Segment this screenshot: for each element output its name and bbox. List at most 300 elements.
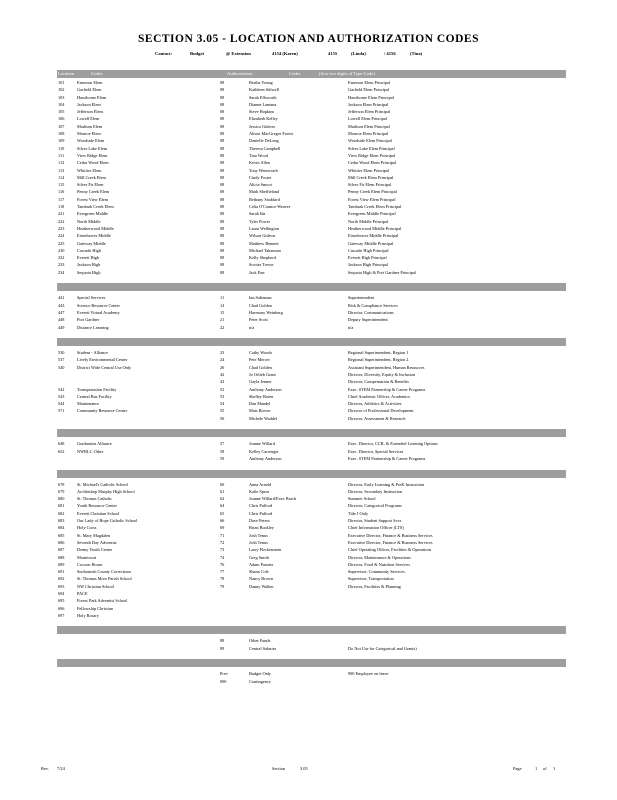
table-row: [57, 554, 566, 561]
table-row: [57, 415, 566, 422]
auth-code: 22: [220, 324, 225, 330]
location-name: Youth Resource Center: [77, 503, 117, 509]
auth-name: Cindy Foster: [249, 174, 272, 180]
location-name: Fellowship Christian: [77, 605, 113, 611]
auth-name: Peter Scott: [249, 317, 268, 323]
location-code: 694: [58, 591, 65, 596]
location-code: 692: [58, 576, 65, 582]
auth-title: Director, Early Learning & PreK Instruction: [348, 481, 425, 487]
auth-name: Michael Takamoto: [249, 247, 282, 253]
row-gap: [57, 422, 566, 429]
auth-code: 60: [220, 481, 225, 487]
table-row: [57, 225, 566, 232]
table-row: [57, 302, 566, 309]
table-row: [57, 240, 566, 247]
auth-code: 08: [220, 101, 225, 107]
location-code: 544: [58, 401, 65, 407]
auth-title: Title I Only: [348, 510, 369, 516]
codes-table: [57, 79, 566, 685]
table-row: [57, 561, 566, 568]
extension-karen: 4154 (Karen): [272, 51, 298, 56]
location-code: 115: [58, 182, 65, 188]
location-code: 679: [58, 488, 65, 494]
auth-name: Brian Buckley: [249, 525, 274, 531]
table-row: [57, 532, 566, 539]
location-name: Silver Fir Elem: [77, 182, 104, 188]
location-name: Lowell Elem: [77, 116, 100, 122]
auth-title: Director, Athletics & Activities: [348, 401, 402, 407]
location-name: Eisenhower Middle: [77, 233, 111, 239]
auth-name: Chad Golden: [249, 364, 272, 370]
auth-name: Chris Pulford: [249, 503, 273, 509]
location-name: Tambark Creek Elem: [77, 204, 114, 210]
auth-code: 08: [220, 247, 225, 253]
auth-name: Alison MacGregor Forest: [249, 131, 294, 137]
section-divider: [57, 338, 566, 346]
auth-name: Harmony Weinberg: [249, 309, 283, 315]
table-row: [57, 670, 566, 677]
auth-title: Summer School: [348, 496, 376, 502]
auth-code: 57: [220, 441, 225, 447]
extension-linda-name: (Linda): [351, 51, 366, 56]
auth-code: 24: [220, 357, 225, 363]
section-divider: [57, 283, 566, 291]
auth-name: Danny Walker: [249, 583, 274, 589]
auth-name: Dianne Lantana: [249, 101, 277, 107]
auth-code: 08: [220, 211, 225, 217]
location-name: View Ridge Elem: [77, 152, 108, 158]
footer-page-total: 1: [553, 766, 556, 771]
table-row: [57, 145, 566, 152]
auth-name: Joanne Willard: [249, 441, 275, 447]
location-name: Sequoia High: [77, 269, 101, 275]
location-name: Lively Environmental Center: [77, 357, 128, 363]
location-name: Penny Creek Elem: [77, 189, 110, 195]
auth-title: Exec. STEM Partnership & Career Programs: [348, 455, 426, 461]
location-name: Science Resource Center: [77, 302, 120, 308]
location-code: 448: [58, 317, 65, 323]
auth-name: Kevin Allen: [249, 160, 270, 166]
location-name: Jackson Elem: [77, 101, 101, 107]
footer-rev-date: 7/24: [57, 766, 65, 771]
table-row: [57, 400, 566, 407]
table-row: [57, 517, 566, 524]
auth-code: 08: [220, 262, 225, 268]
location-name: St. Mary Magdalen: [77, 532, 111, 538]
location-name: Distance Learning: [77, 324, 109, 330]
auth-title: Everett High Principal: [348, 255, 387, 261]
location-code: 441: [58, 295, 65, 301]
auth-name: Theresa Campbell: [249, 145, 281, 151]
auth-code: 08: [220, 167, 225, 173]
auth-name: Danielle DeLong: [249, 138, 279, 144]
auth-title: Heatherwood Middle Principal: [348, 225, 402, 231]
auth-code: 54: [220, 401, 225, 407]
location-code: 543: [58, 393, 65, 399]
auth-title: Jackson Elem Principal: [348, 101, 389, 107]
auth-title: Chief Operating Officer, Facilities & Operations: [348, 547, 432, 553]
auth-name: Steve Hopkins: [249, 109, 275, 115]
location-name: Jackson High: [77, 262, 101, 268]
table-row: [57, 524, 566, 531]
auth-title: Whittier Elem Principal: [348, 167, 390, 173]
auth-title: Director, Secondary Instruction: [348, 488, 403, 494]
table-row: [57, 575, 566, 582]
extension-linda-number: 4155: [328, 51, 338, 56]
table-row: [57, 393, 566, 400]
location-code: 225: [58, 240, 65, 246]
location-name: St. Michael's Catholic School: [77, 481, 128, 487]
auth-name: Chris Pulford: [249, 510, 273, 516]
location-code: 696: [58, 605, 65, 611]
auth-title: Exec. Director, CCR, & Extended Learning Options: [348, 441, 438, 447]
location-name: Archbishop Murphy High School: [77, 488, 135, 494]
auth-code: 08: [220, 123, 225, 129]
auth-name: Matthew Bennett: [249, 240, 279, 246]
auth-title: Supervisor, Community Services: [348, 569, 405, 575]
location-code: 233: [58, 262, 65, 268]
location-code: 105: [58, 109, 65, 115]
table-row: [57, 137, 566, 144]
location-code: 680: [58, 496, 65, 502]
table-row: [57, 637, 566, 644]
table-row: [57, 546, 566, 553]
auth-code: 08: [220, 116, 225, 122]
section-divider: [57, 626, 566, 634]
location-code: 102: [58, 87, 65, 93]
location-code: 443: [58, 302, 65, 308]
auth-code: 79: [220, 583, 225, 589]
location-code: 697: [58, 612, 65, 618]
table-row: [57, 371, 566, 378]
auth-name: Gayla Jenner: [249, 379, 272, 385]
location-name: Transportation Facility: [77, 386, 117, 392]
auth-name: Other Funds: [249, 638, 271, 644]
location-name: Hawthorne Elem: [77, 94, 107, 100]
location-name: Student - Alliance: [77, 350, 109, 356]
auth-name: Sarah Ellsworth: [249, 94, 277, 100]
auth-name: Budget Only: [249, 671, 272, 677]
auth-code: 23: [220, 350, 225, 356]
auth-code: 74: [220, 554, 225, 560]
page-footer: [41, 766, 566, 774]
footer-page-number: 1: [535, 766, 538, 771]
location-name: Graduation Alliance: [77, 441, 112, 447]
auth-title: Exec. Director, Special Services: [348, 448, 404, 454]
location-code: 689: [58, 561, 65, 567]
table-row: [57, 612, 566, 619]
auth-name: Tyler Power: [249, 218, 271, 224]
location-name: Port Gardner: [77, 317, 100, 323]
auth-name: Wilson Gideon: [249, 233, 275, 239]
location-code: 686: [58, 539, 65, 545]
auth-code: 08: [220, 255, 225, 261]
auth-title: Deputy Superintendent: [348, 317, 388, 323]
auth-name: Tina Wood: [249, 152, 268, 158]
auth-title: Evergreen Middle Principal: [348, 211, 396, 217]
auth-name: Josh Tenus: [249, 532, 268, 538]
auth-title: Director, Student Support Svcs: [348, 518, 402, 524]
auth-name: Bethany Stoddard: [249, 196, 280, 202]
location-name: Community Resource Center: [77, 408, 128, 414]
auth-name: Contingency: [249, 678, 271, 684]
table-row: [57, 455, 566, 462]
location-name: Holy Rosary: [77, 612, 99, 618]
table-row: [57, 309, 566, 316]
table-row: [57, 407, 566, 414]
auth-title: Mill Creek Elem Principal: [348, 174, 394, 180]
table-row: [57, 159, 566, 166]
location-name: Seventh Day Adventist: [77, 539, 117, 545]
location-name: Everett High: [77, 255, 100, 261]
auth-name: Jessica Gideon: [249, 123, 275, 129]
auth-title: Risk & Compliance Services: [348, 302, 398, 308]
auth-title: Penny Creek Elem Principal: [348, 189, 397, 195]
table-row: [57, 316, 566, 323]
auth-title: Do Not Use for Categorical and Grants): [348, 645, 417, 651]
auth-code: 72: [220, 539, 225, 545]
auth-name: Laura Wellington: [249, 225, 280, 231]
auth-title: Director, Facilities & Planning: [348, 583, 401, 589]
auth-code: 56: [220, 415, 225, 421]
auth-name: Cathy Woods: [249, 350, 273, 356]
location-name: Evergreen Middle: [77, 211, 109, 217]
auth-code: 08: [220, 160, 225, 166]
location-code: 652: [58, 448, 65, 454]
contact-label: Contact:: [155, 51, 173, 56]
location-code: 540: [58, 364, 65, 370]
location-code: 111: [58, 152, 65, 158]
auth-title: Director, Communications: [348, 309, 394, 315]
auth-title: Supervisor, Transportation: [348, 576, 394, 582]
location-code: 530: [58, 350, 65, 356]
table-row: [57, 167, 566, 174]
auth-name: Anthony Anderson: [249, 386, 282, 392]
table-row: [57, 495, 566, 502]
auth-code: 43: [220, 379, 225, 385]
table-row: [57, 678, 566, 685]
table-row: [57, 130, 566, 137]
table-row: [57, 269, 566, 276]
footer-page-label: Page: [513, 766, 522, 771]
auth-code: 42: [220, 371, 225, 377]
location-code: 683: [58, 518, 65, 524]
auth-title: Silver Lake Elem Principal: [348, 145, 395, 151]
location-code: 118: [58, 204, 65, 210]
location-name: Heatherwood Middle: [77, 225, 114, 231]
location-code: 221: [58, 211, 65, 217]
location-name: Garfield Elem: [77, 87, 102, 93]
table-row: [57, 210, 566, 217]
section-divider: [57, 470, 566, 478]
location-code: 687: [58, 547, 65, 553]
location-name: Jefferson Elem: [77, 109, 103, 115]
location-name: Special Services: [77, 295, 106, 301]
location-code: 447: [58, 309, 65, 315]
table-header: [57, 70, 566, 78]
auth-title: Gateway Middle Principal: [348, 240, 394, 246]
auth-code: 08: [220, 189, 225, 195]
contact-line: [0, 51, 617, 59]
location-name: North Middle: [77, 218, 101, 224]
table-row: [57, 349, 566, 356]
location-code: 682: [58, 510, 65, 516]
table-row: [57, 174, 566, 181]
table-row: [57, 188, 566, 195]
auth-name: Tony Wentworth: [249, 167, 278, 173]
table-row: [57, 181, 566, 188]
budget-label: Budget: [190, 51, 205, 56]
auth-title: Superintendent: [348, 295, 375, 301]
location-name: Cocoon House: [77, 561, 103, 567]
auth-title: Director, Assessment & Research: [348, 415, 406, 421]
auth-title: Assistant Superintendent, Human Resources: [348, 364, 425, 370]
location-code: 117: [58, 196, 65, 202]
auth-code: 73: [220, 547, 225, 553]
auth-name: Central Salaries: [249, 645, 277, 651]
auth-name: Jack Parr: [249, 269, 265, 275]
table-row: [57, 605, 566, 612]
table-row: [57, 488, 566, 495]
auth-code: 08: [220, 225, 225, 231]
auth-code: 08: [220, 218, 225, 224]
auth-name: Joanne Willard/Exec Brach: [249, 496, 296, 502]
auth-code: 55: [220, 408, 225, 414]
table-row: [57, 356, 566, 363]
table-row: [57, 364, 566, 371]
auth-title: Exec. STEM Partnership & Career Programs: [348, 386, 426, 392]
location-name: Madison Elem: [77, 123, 103, 129]
table-row: [57, 440, 566, 447]
auth-name: Chad Golden: [249, 302, 272, 308]
auth-title: Jefferson Elem Principal: [348, 109, 391, 115]
auth-code: 08: [220, 204, 225, 210]
auth-title: Director, Maintenance & Operations: [348, 554, 411, 560]
table-row: [57, 218, 566, 225]
table-row: [57, 123, 566, 130]
auth-name: n/a: [249, 324, 255, 330]
auth-title: 900 Employee on leave: [348, 671, 389, 677]
location-name: Montessori: [77, 554, 97, 560]
footer-section-label: Section: [272, 766, 286, 771]
auth-code: 08: [220, 174, 225, 180]
auth-title: Tambark Creek Elem Principal: [348, 204, 402, 210]
location-name: Maintenance: [77, 401, 100, 407]
table-row: [57, 324, 566, 331]
table-row: [57, 448, 566, 455]
auth-code: 08: [220, 182, 225, 188]
auth-name: Scotter Trevor: [249, 262, 274, 268]
location-code: 537: [58, 357, 65, 363]
location-name: Emerson Elem: [77, 80, 103, 85]
location-name: Our Lady of Hope Catholic School: [77, 518, 138, 524]
location-code: 688: [58, 554, 65, 560]
table-row: [57, 203, 566, 210]
auth-name: Pete Mercer: [249, 357, 270, 363]
auth-code: 08: [220, 138, 225, 144]
auth-title: Cascade High Principal: [348, 247, 389, 253]
auth-code: 08: [220, 80, 225, 85]
table-row: [57, 94, 566, 101]
location-code: 108: [58, 131, 65, 137]
location-name: Denny Youth Center: [77, 547, 113, 553]
auth-name: Shana Cole: [249, 569, 269, 575]
auth-name: Dan Mandel: [249, 401, 271, 407]
table-row: [57, 568, 566, 575]
auth-code: 52: [220, 386, 225, 392]
location-code: 109: [58, 138, 65, 144]
auth-title: Emerson Elem Principal: [348, 80, 391, 85]
header-authorization: Authorization: [227, 71, 253, 76]
auth-title: Forest View Elem Principal: [348, 196, 396, 202]
auth-name: Adam Pasnier: [249, 561, 274, 567]
location-code: 222: [58, 218, 65, 224]
auth-code: 62: [220, 496, 225, 502]
location-code: 232: [58, 255, 65, 261]
auth-code: 000: [220, 678, 227, 684]
table-row: [57, 254, 566, 261]
auth-name: Kelly Shepherd: [249, 255, 276, 261]
section-divider: [57, 659, 566, 667]
auth-title: North Middle Principal: [348, 218, 389, 224]
auth-code: 15: [220, 309, 225, 315]
table-row: [57, 101, 566, 108]
footer-rev-label: Rev.: [41, 766, 49, 771]
auth-code: Prev: [220, 671, 228, 677]
location-code: 223: [58, 225, 65, 231]
table-row: [57, 261, 566, 268]
location-code: 681: [58, 503, 65, 509]
auth-name: Kaile Spear: [249, 488, 270, 494]
location-code: 114: [58, 174, 65, 180]
location-code: 116: [58, 189, 65, 195]
location-code: 234: [58, 269, 65, 275]
location-name: Cascade High: [77, 247, 101, 253]
auth-name: Larry Fleckenstein: [249, 547, 282, 553]
location-name: PACE: [77, 591, 88, 596]
location-code: 571: [58, 408, 65, 414]
location-name: Silver Lake Elem: [77, 145, 108, 151]
auth-name: Greg Smith: [249, 554, 269, 560]
table-row: [57, 86, 566, 93]
row-gap: [57, 462, 566, 469]
section-divider: [57, 429, 566, 437]
extension-tina-name: (Tina): [410, 51, 423, 56]
auth-title: Garfield Elem Principal: [348, 87, 390, 93]
auth-code: 65: [220, 510, 225, 516]
auth-title: Woodside Elem Principal: [348, 138, 392, 144]
location-code: 542: [58, 386, 65, 392]
auth-code: 76: [220, 561, 225, 567]
auth-code: 69: [220, 525, 225, 531]
auth-code: 08: [220, 269, 225, 275]
location-name: Gateway Middle: [77, 240, 106, 246]
auth-name: Josh Tenus: [249, 539, 268, 545]
auth-name: Michele Waddel: [249, 415, 278, 421]
location-code: 449: [58, 324, 65, 330]
auth-name: Mark Sheffieland: [249, 189, 280, 195]
auth-name: Kathleen Stilwell: [249, 87, 279, 93]
table-row: [57, 510, 566, 517]
auth-title: Cedar Wood Elem Principal: [348, 160, 397, 166]
location-code: 101: [58, 80, 65, 85]
auth-name: Anthony Anderson: [249, 455, 282, 461]
auth-title: Lowell Elem Principal: [348, 116, 387, 122]
auth-code: 08: [220, 87, 225, 93]
header-codes-2: Codes: [289, 71, 301, 76]
auth-code: 08: [220, 145, 225, 151]
auth-code: 26: [220, 364, 225, 370]
